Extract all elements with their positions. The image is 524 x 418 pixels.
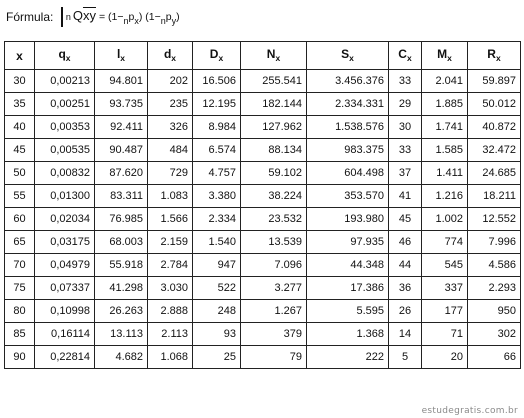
table-cell: 4.757 [193, 162, 241, 185]
table-cell: 6.574 [193, 139, 241, 162]
table-cell: 17.386 [307, 277, 389, 300]
table-cell: 90 [5, 346, 35, 369]
formula-pre-subscript: n [65, 12, 71, 22]
formula-label: Fórmula: [6, 10, 54, 24]
table-cell: 55.918 [95, 254, 148, 277]
table-cell: 2.784 [148, 254, 193, 277]
table-cell: 25 [193, 346, 241, 369]
table-cell: 40 [5, 116, 35, 139]
formula-q: Q [72, 8, 83, 23]
table-cell: 16.506 [193, 70, 241, 93]
table-cell: 14 [389, 323, 422, 346]
column-header: $d_x$ [148, 42, 193, 70]
table-cell: 12.552 [468, 208, 521, 231]
table-cell: 7.996 [468, 231, 521, 254]
table-row [5, 323, 521, 346]
column-header: $M_x$ [422, 42, 468, 70]
table-cell: 3.456.376 [307, 70, 389, 93]
table-cell: 1.068 [148, 346, 193, 369]
column-header: x [5, 42, 35, 70]
table-cell: 337 [422, 277, 468, 300]
table-cell: 0,00213 [35, 70, 95, 93]
table-cell: 8.984 [193, 116, 241, 139]
table-row [5, 70, 521, 93]
table-cell: 68.003 [95, 231, 148, 254]
column-header: $S_x$ [307, 42, 389, 70]
table-cell: 4.682 [95, 346, 148, 369]
table-cell: 12.195 [193, 93, 241, 116]
table-cell: 30 [5, 70, 35, 93]
table-cell: 55 [5, 185, 35, 208]
table-cell: 0,16114 [35, 323, 95, 346]
table-cell: 0,00251 [35, 93, 95, 116]
table-cell: 729 [148, 162, 193, 185]
table-cell: 0,00535 [35, 139, 95, 162]
table-cell: 92.411 [95, 116, 148, 139]
table-cell: 59.102 [241, 162, 307, 185]
table-cell: 97.935 [307, 231, 389, 254]
column-header: $l_x$ [95, 42, 148, 70]
table-cell: 1.411 [422, 162, 468, 185]
table-cell: 774 [422, 231, 468, 254]
column-header: $D_x$ [193, 42, 241, 70]
table-cell: 1.267 [241, 300, 307, 323]
table-cell: 71 [422, 323, 468, 346]
column-header: $q_x$ [35, 42, 95, 70]
table-cell: 93 [193, 323, 241, 346]
table-cell: 18.211 [468, 185, 521, 208]
table-cell: 522 [193, 277, 241, 300]
table-cell: 5.595 [307, 300, 389, 323]
table-cell: 0,00353 [35, 116, 95, 139]
table-cell: 29 [389, 93, 422, 116]
formula [6, 4, 180, 30]
table-cell: 5 [389, 346, 422, 369]
table-cell: 30 [389, 116, 422, 139]
table-cell: 1.885 [422, 93, 468, 116]
table-row [5, 185, 521, 208]
table-cell: 59.897 [468, 70, 521, 93]
table-cell: 947 [193, 254, 241, 277]
table-cell: 545 [422, 254, 468, 277]
table-cell: 37 [389, 162, 422, 185]
table-row [5, 93, 521, 116]
table-cell: 1.566 [148, 208, 193, 231]
table-cell: 2.334 [193, 208, 241, 231]
table-cell: 2.159 [148, 231, 193, 254]
table-cell: 222 [307, 346, 389, 369]
table-cell: 40.872 [468, 116, 521, 139]
table-cell: 302 [468, 323, 521, 346]
table-cell: 33 [389, 70, 422, 93]
table-cell: 41.298 [95, 277, 148, 300]
table-cell: 0,03175 [35, 231, 95, 254]
table-header-row [5, 42, 521, 70]
table-cell: 177 [422, 300, 468, 323]
table-cell: 0,07337 [35, 277, 95, 300]
column-header: $R_x$ [468, 42, 521, 70]
table-cell: 90.487 [95, 139, 148, 162]
table-cell: 80 [5, 300, 35, 323]
table-cell: 46 [389, 231, 422, 254]
table-cell: 1.002 [422, 208, 468, 231]
table-cell: 193.980 [307, 208, 389, 231]
table-cell: 44 [389, 254, 422, 277]
table-cell: 379 [241, 323, 307, 346]
table-cell: 983.375 [307, 139, 389, 162]
table-cell: 32.472 [468, 139, 521, 162]
table-cell: 65 [5, 231, 35, 254]
table-cell: 45 [389, 208, 422, 231]
table-cell: 83.311 [95, 185, 148, 208]
table-cell: 33 [389, 139, 422, 162]
formula-expression: = $(1-_np_x)$ $(1-_np_y)$ [98, 11, 180, 26]
table-cell: 3.277 [241, 277, 307, 300]
table-cell: 1.741 [422, 116, 468, 139]
table-cell: 248 [193, 300, 241, 323]
table-row [5, 300, 521, 323]
annuity-bar-symbol [61, 7, 63, 27]
table-cell: 1.368 [307, 323, 389, 346]
table-cell: 604.498 [307, 162, 389, 185]
table-cell: 0,00832 [35, 162, 95, 185]
table-cell: 38.224 [241, 185, 307, 208]
table-cell: 2.293 [468, 277, 521, 300]
table-cell: 1.083 [148, 185, 193, 208]
table-cell: 0,04979 [35, 254, 95, 277]
table-cell: 2.041 [422, 70, 468, 93]
table-cell: 182.144 [241, 93, 307, 116]
table-cell: 87.620 [95, 162, 148, 185]
table-cell: 1.585 [422, 139, 468, 162]
table-cell: 4.586 [468, 254, 521, 277]
table-body [5, 70, 521, 369]
table-cell: 255.541 [241, 70, 307, 93]
table-cell: 2.888 [148, 300, 193, 323]
table-row [5, 231, 521, 254]
table-cell: 88.134 [241, 139, 307, 162]
table-row [5, 139, 521, 162]
table-cell: 41 [389, 185, 422, 208]
table-cell: 24.685 [468, 162, 521, 185]
table-cell: 26 [389, 300, 422, 323]
table-cell: 93.735 [95, 93, 148, 116]
table-cell: 79 [241, 346, 307, 369]
table-cell: 35 [5, 93, 35, 116]
table-cell: 60 [5, 208, 35, 231]
table-cell: 1.216 [422, 185, 468, 208]
column-header: $N_x$ [241, 42, 307, 70]
table-cell: 127.962 [241, 116, 307, 139]
table-cell: 75 [5, 277, 35, 300]
table-cell: 94.801 [95, 70, 148, 93]
table-cell: 26.263 [95, 300, 148, 323]
site-watermark: estudegratis.com.br [421, 406, 518, 416]
column-header: $C_x$ [389, 42, 422, 70]
table-cell: 66 [468, 346, 521, 369]
table-cell: 36 [389, 277, 422, 300]
table-cell: 2.113 [148, 323, 193, 346]
table-cell: 0,10998 [35, 300, 95, 323]
table-cell: 7.096 [241, 254, 307, 277]
table-cell: 20 [422, 346, 468, 369]
table-cell: 235 [148, 93, 193, 116]
table-cell: 45 [5, 139, 35, 162]
table-cell: 76.985 [95, 208, 148, 231]
table-cell: 44.348 [307, 254, 389, 277]
table-cell: 23.532 [241, 208, 307, 231]
table-cell: 484 [148, 139, 193, 162]
table-row [5, 208, 521, 231]
table-row [5, 277, 521, 300]
table-row [5, 346, 521, 369]
table-row [5, 116, 521, 139]
table-cell: 13.539 [241, 231, 307, 254]
table-row [5, 162, 521, 185]
table-cell: 1.538.576 [307, 116, 389, 139]
table-cell: 50.012 [468, 93, 521, 116]
table-cell: 70 [5, 254, 35, 277]
table-cell: 202 [148, 70, 193, 93]
table-cell: 50 [5, 162, 35, 185]
table-cell: 1.540 [193, 231, 241, 254]
table-cell: 3.380 [193, 185, 241, 208]
table-cell: 326 [148, 116, 193, 139]
table-row [5, 254, 521, 277]
commutation-table [4, 41, 521, 369]
table-cell: 85 [5, 323, 35, 346]
table-cell: 0,01300 [35, 185, 95, 208]
formula-q-overline: $\overline{xy}$ [82, 8, 96, 23]
table-cell: 0,22814 [35, 346, 95, 369]
table-cell: 2.334.331 [307, 93, 389, 116]
table-cell: 950 [468, 300, 521, 323]
table-cell: 0,02034 [35, 208, 95, 231]
table-cell: 13.113 [95, 323, 148, 346]
table-cell: 3.030 [148, 277, 193, 300]
table-cell: 353.570 [307, 185, 389, 208]
